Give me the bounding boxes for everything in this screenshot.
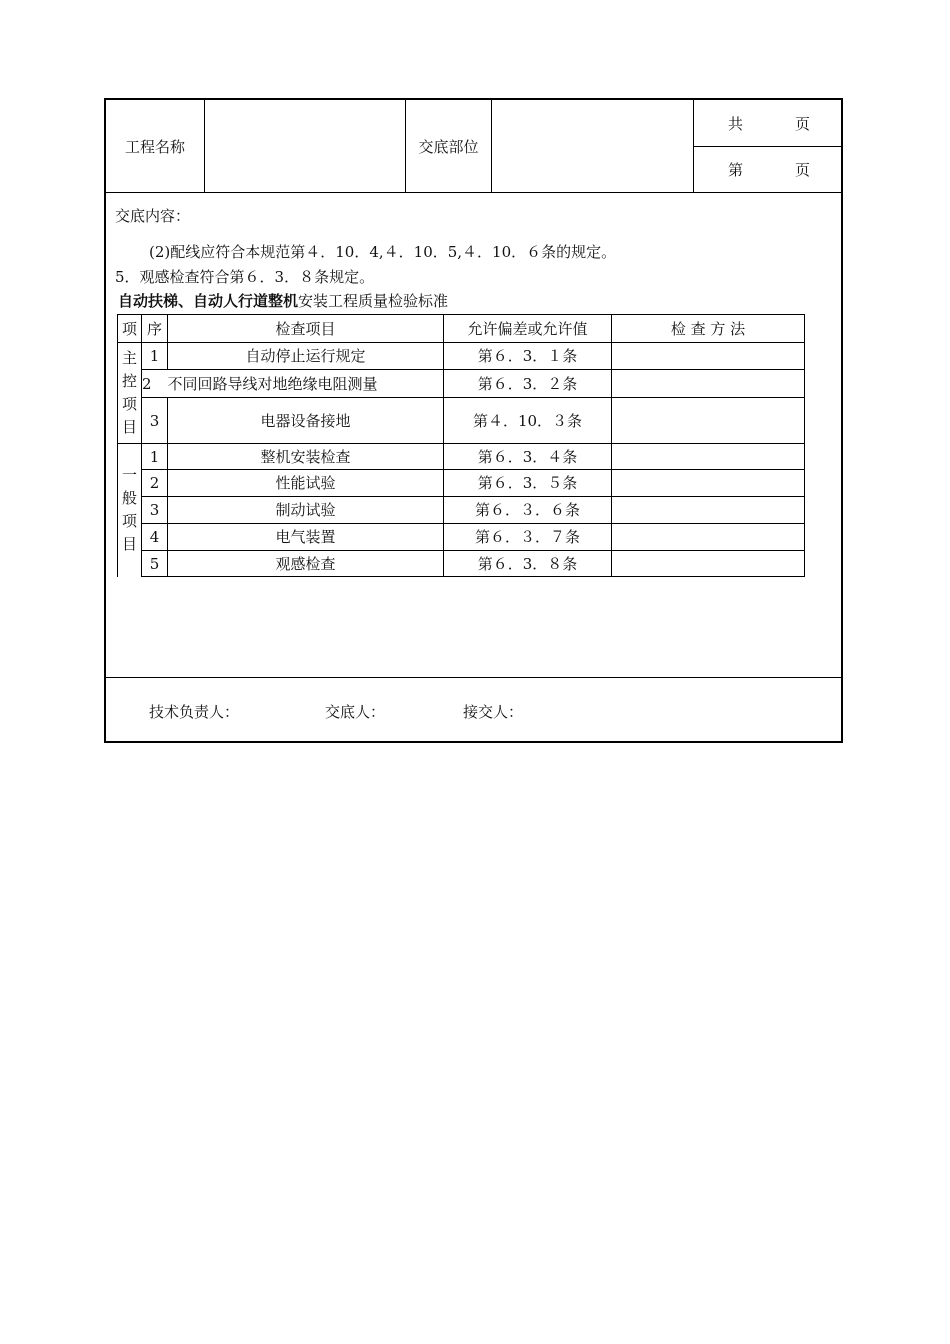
tolerance-cell: 第６．3．１条 (444, 343, 612, 370)
receiver-label: 接交人： (463, 703, 524, 721)
tech-lead-label: 技术负责人： (149, 703, 240, 721)
page-cell-divider (693, 146, 841, 147)
project-name-field[interactable] (205, 100, 405, 192)
tolerance-cell: 第６．3．２条 (444, 370, 612, 398)
footer-top-border (106, 677, 841, 678)
method-cell[interactable] (612, 497, 805, 524)
main-group-char: 控 (121, 372, 137, 390)
seq-cell: 1 (142, 343, 168, 370)
main-group-char: 目 (121, 418, 137, 436)
header-tolerance: 允许偏差或允许值 (444, 315, 612, 343)
method-cell[interactable] (612, 343, 805, 370)
method-cell[interactable] (612, 524, 805, 551)
seq-cell: 3 (142, 497, 168, 524)
general-group-char: 一 (121, 466, 137, 485)
seq-cell: 2 (142, 370, 168, 398)
check-item-cell: 自动停止运行规定 (168, 343, 444, 370)
total-label: 共 (728, 115, 744, 133)
project-name-label: 工程名称 (124, 137, 185, 156)
standard-table-title (118, 292, 448, 310)
general-group-char: 项 (121, 512, 137, 531)
seq-cell: 4 (142, 524, 168, 551)
main-control-group-cell (118, 343, 142, 444)
method-cell[interactable] (612, 444, 805, 470)
method-cell[interactable] (612, 398, 805, 444)
tolerance-cell: 第６．3．４条 (444, 444, 612, 470)
check-item-cell: 电气装置 (168, 524, 444, 551)
table-row (118, 470, 805, 497)
method-cell[interactable] (612, 470, 805, 497)
handover-part-field[interactable] (492, 100, 693, 192)
content-line-1: (2)配线应符合本规范第４．10．4,４．10．5,４．10．６条的规定。 (149, 243, 617, 261)
tolerance-cell: 第４．10．３条 (444, 398, 612, 444)
table-row (118, 497, 805, 524)
header-bottom-border (106, 192, 841, 193)
general-group-char: 目 (121, 535, 137, 554)
main-group-char: 项 (121, 395, 137, 413)
check-item-cell: 整机安装检查 (168, 444, 444, 470)
table-header-row (118, 315, 805, 343)
header-item: 项 (118, 315, 142, 343)
seq-cell: 2 (142, 470, 168, 497)
handover-by-label: 交底人： (325, 703, 386, 721)
seq-cell: 1 (142, 444, 168, 470)
seq-cell: 3 (142, 398, 168, 444)
general-group-cell (118, 444, 142, 577)
check-item-cell: 观感检查 (168, 551, 444, 577)
current-label: 第 (728, 161, 744, 179)
main-group-char: 主 (121, 349, 137, 367)
total-page-label: 页 (795, 115, 811, 133)
table-row (118, 551, 805, 577)
tolerance-cell: 第６．３．７条 (444, 524, 612, 551)
content-line-2: 5．观感检查符合第６．3．８条规定。 (115, 268, 375, 286)
table-title-bold: 自动扶梯、自动人行道整机 (118, 292, 299, 310)
header-check-item: 检查项目 (168, 315, 444, 343)
tolerance-cell: 第６．3．８条 (444, 551, 612, 577)
current-page-label: 页 (795, 161, 811, 179)
check-item-cell: 不同回路导线对地绝缘电阻测量 (168, 370, 444, 398)
handover-sheet (104, 98, 843, 743)
table-row (118, 444, 805, 470)
table-title-rest: 安装工程质量检验标准 (298, 292, 449, 310)
tolerance-cell: 第６．３．６条 (444, 497, 612, 524)
table-row (118, 398, 805, 444)
method-cell[interactable] (612, 551, 805, 577)
check-item-cell: 电器设备接地 (168, 398, 444, 444)
content-label: 交底内容： (115, 207, 191, 225)
general-group-char: 般 (121, 489, 137, 508)
seq-cell: 5 (142, 551, 168, 577)
header-method: 检 查 方 法 (612, 315, 805, 343)
inspection-standard-table (117, 314, 805, 577)
method-cell[interactable] (612, 370, 805, 398)
table-row (118, 524, 805, 551)
handover-part-label: 交底部位 (418, 137, 479, 156)
check-item-cell: 制动试验 (168, 497, 444, 524)
header-seq: 序 (142, 315, 168, 343)
check-item-cell: 性能试验 (168, 470, 444, 497)
table-row (118, 343, 805, 370)
tolerance-cell: 第６．3．５条 (444, 470, 612, 497)
table-row (118, 370, 805, 398)
